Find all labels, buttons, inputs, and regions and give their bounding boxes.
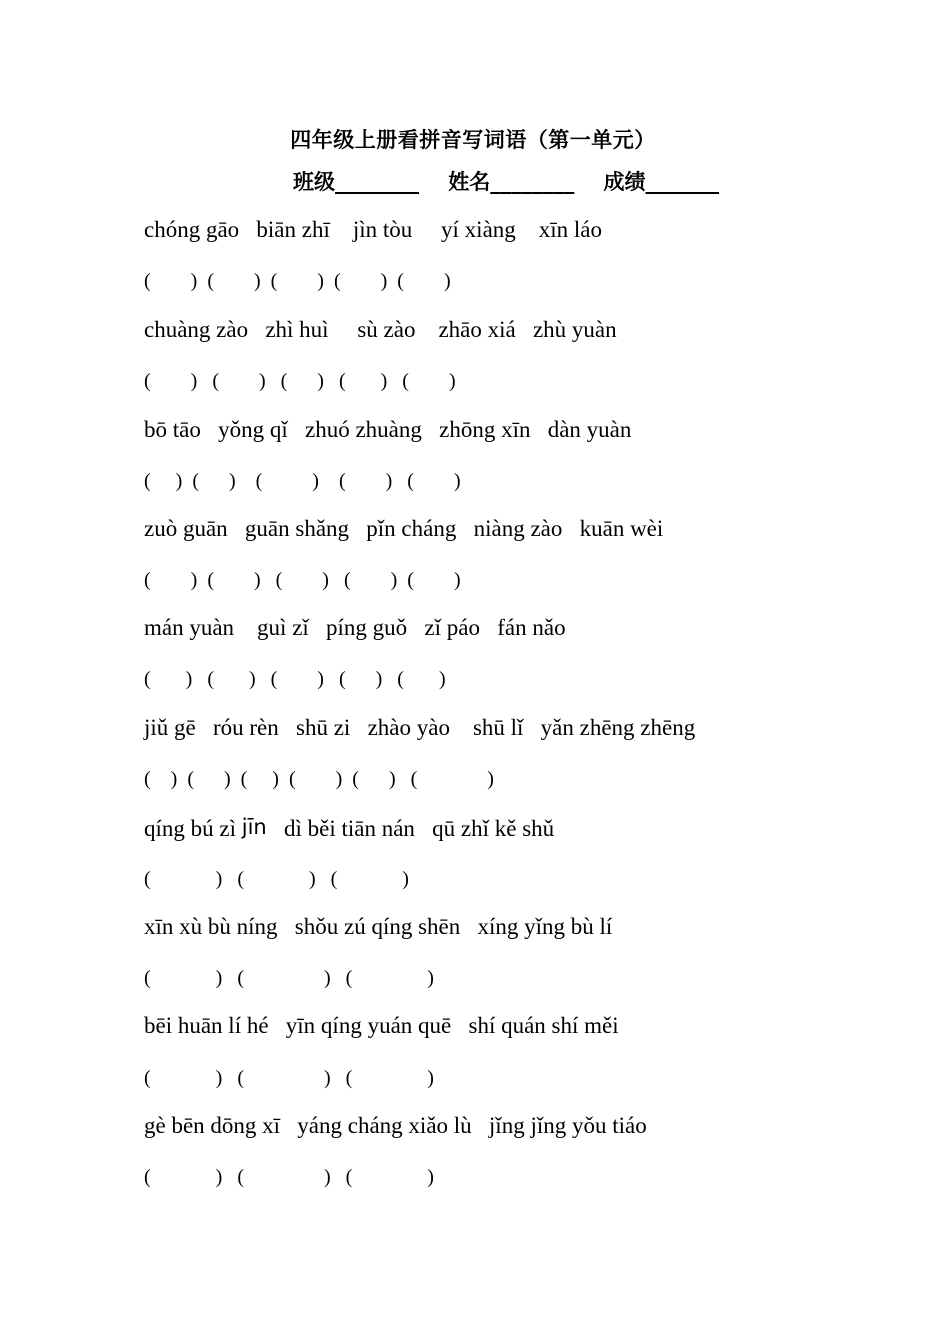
student-info-line: 班级________ 姓名________ 成绩_______	[293, 170, 719, 194]
pinyin-row-8: xīn xù bù níng shǒu zú qíng shēn xíng yǐng bù lí	[144, 914, 613, 939]
answer-row-10: ( ) ( ) ( )	[144, 1166, 434, 1188]
answer-row-7: ( ) ( ) ( )	[144, 868, 409, 890]
pinyin-row-2: chuàng zào zhì huì sù zào zhāo xiá zhù yuàn	[144, 317, 617, 342]
answer-row-5: ( ) ( ) ( ) ( ) ( )	[144, 668, 446, 690]
pinyin-row-4: zuò guān guān shǎng pǐn cháng niàng zào kuān wèi	[144, 516, 664, 541]
pinyin-row-3: bō tāo yǒng qǐ zhuó zhuàng zhōng xīn dàn yuàn	[144, 417, 632, 442]
answer-row-8: ( ) ( ) ( )	[144, 967, 434, 989]
page-title: 四年级上册看拼音写词语（第一单元）	[290, 128, 656, 152]
pinyin-row-7-part-2: dì běi tiān nán qū zhǐ kě shǔ	[266, 816, 555, 841]
answer-row-1: ( ) ( ) ( ) ( ) ( )	[144, 270, 451, 292]
pinyin-row-10: gè bēn dōng xī yáng cháng xiǎo lù jǐng jǐng yǒu tiáo	[144, 1113, 647, 1138]
pinyin-row-1: chóng gāo biān zhī jìn tòu yí xiàng xīn láo	[144, 217, 603, 242]
pinyin-row-7-part-1: qíng bú zì	[144, 816, 242, 841]
pinyin-row-6: jiǔ gē róu rèn shū zi zhào yào shū lǐ yǎn zhēng zhēng	[144, 715, 696, 740]
pinyin-row-7	[144, 816, 554, 842]
pinyin-row-5: mán yuàn guì zǐ píng guǒ zǐ páo fán nǎo	[144, 615, 566, 640]
answer-row-6: ( ) ( ) ( ) ( ) ( ) ( )	[144, 768, 494, 790]
answer-row-2: ( ) ( ) ( ) ( ) ( )	[144, 370, 456, 392]
pinyin-row-9: bēi huān lí hé yīn qíng yuán quē shí quán shí měi	[144, 1013, 619, 1038]
answer-row-4: ( ) ( ) ( ) ( ) ( )	[144, 569, 461, 591]
pinyin-row-7-jin: jīn	[241, 815, 267, 839]
answer-row-3: ( ) ( ) ( ) ( ) ( )	[144, 470, 461, 492]
answer-row-9: ( ) ( ) ( )	[144, 1067, 434, 1089]
